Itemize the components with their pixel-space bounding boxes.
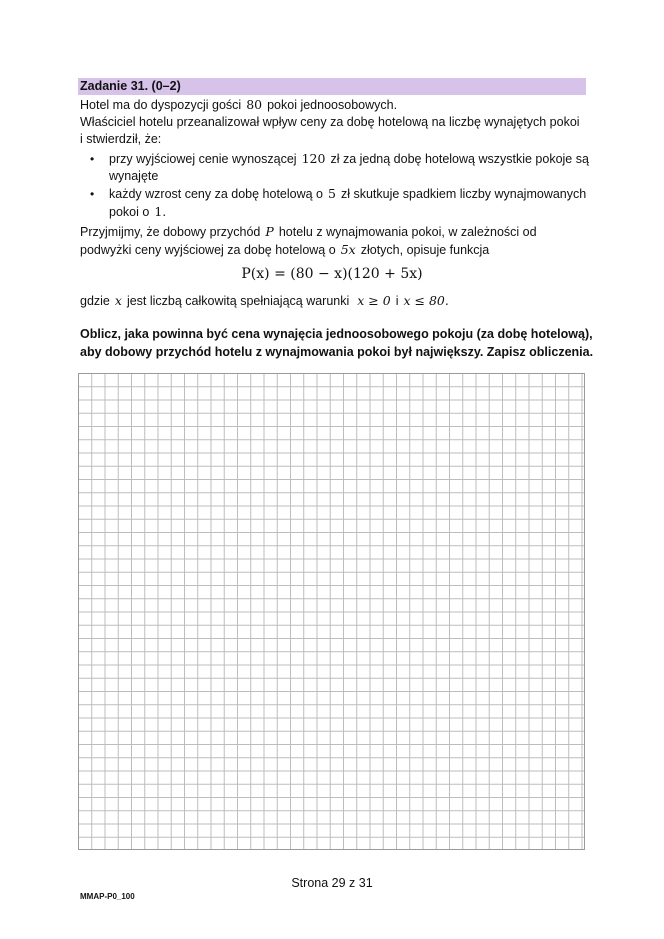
intro-text: Hotel ma do dyspozycji gości [80, 98, 242, 112]
assume-line-1 [80, 224, 537, 240]
intro-line-1 [80, 97, 397, 113]
bullet-text: zł skutkuje spadkiem liczby wynajmowanych [340, 187, 587, 201]
revenue-formula: P(x) = (80 − x)(120 + 5x) [241, 266, 423, 282]
bullet-text: zł za jedną dobę hotelową wszystkie pokoje są [330, 152, 589, 166]
bullet-dot-2: • [90, 187, 95, 201]
instruction-line-1: Oblicz, jaka powinna być cena wynajęcia jednoosobowego pokoju (za dobę hotelową), [80, 327, 593, 341]
condition-1: x ≥ 0 [357, 293, 391, 308]
bullet-text: przy wyjściowej cenie wynoszącej [109, 152, 297, 166]
bullet-dot-1: • [90, 152, 95, 166]
var-5x: 5x [340, 242, 356, 257]
intro-line-2: Właściciel hotelu przeanalizował wpływ ceny za dobę hotelową na liczbę wynajętych pokoi [80, 115, 580, 129]
bullet-1-line-2: wynajęte [109, 169, 159, 183]
intro-text: pokoi jednoosobowych. [267, 98, 398, 112]
bullet-1-line-1 [109, 151, 589, 167]
instruction-line-2: aby dobowy przychód hotelu z wynajmowania pokoi był największy. Zapisz obliczenia. [80, 345, 594, 359]
assume-text: hotelu z wynajmowania pokoi, w zależności od [278, 225, 537, 239]
bullet-text: pokoi o [109, 205, 150, 219]
assume-text: Przyjmijmy, że dobowy przychód [80, 225, 261, 239]
condition-2: x ≤ 80. [403, 293, 449, 308]
bullet-2-line-1 [109, 186, 586, 202]
where-text: i [395, 294, 399, 308]
var-p: P [265, 224, 274, 239]
assume-line-2 [80, 242, 489, 258]
var-x: x [114, 293, 122, 308]
bullet-2-line-2 [109, 204, 171, 220]
assume-text: podwyżki ceny wyjściowej za dobę hotelową o [80, 243, 336, 257]
intro-line-3: i stwierdził, że: [80, 132, 162, 146]
where-text: jest liczbą całkowitą spełniającą warunki [126, 294, 350, 308]
where-line [80, 293, 454, 309]
task-title: Zadanie 31. (0–2) [80, 79, 181, 93]
base-price: 120 [301, 151, 326, 166]
where-text: gdzie [80, 294, 110, 308]
page-number: Strona 29 z 31 [291, 876, 373, 890]
rooms-count: 80 [246, 97, 263, 112]
bullet-text: każdy wzrost ceny za dobę hotelową o [109, 187, 324, 201]
room-step: 1. [154, 204, 167, 219]
answer-grid[interactable] [78, 373, 585, 850]
price-step: 5 [328, 186, 336, 201]
document-code: MMAP-P0_100 [80, 892, 135, 901]
assume-text: złotych, opisuje funkcja [360, 243, 490, 257]
